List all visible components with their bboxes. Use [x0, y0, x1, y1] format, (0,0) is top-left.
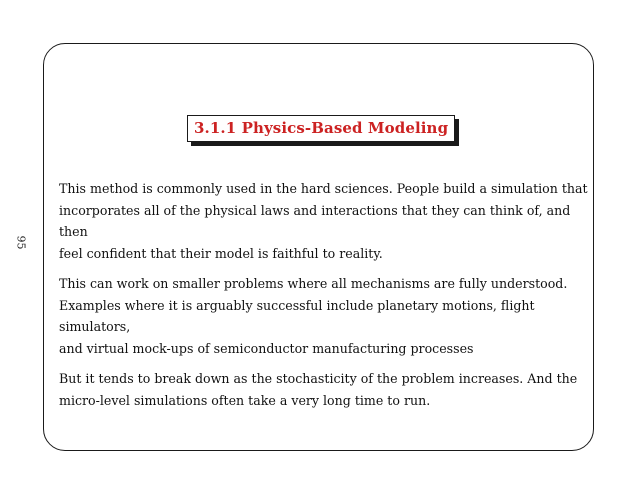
paragraph-2-line-1: This can work on smaller problems where all mechanisms are fully understood. [59, 276, 568, 291]
section-title: 3.1.1 Physics-Based Modeling [194, 119, 449, 137]
page-number: 95 [14, 235, 28, 250]
paragraph-1 [59, 178, 589, 264]
section-title-box [187, 115, 455, 142]
slide-body [59, 178, 589, 420]
section-title-frame [187, 115, 455, 142]
paragraph-3 [59, 368, 589, 411]
paragraph-1-line-2: incorporates all of the physical laws and interactions that they can think of, and then [59, 202, 571, 239]
paragraph-1-line-1: This method is commonly used in the hard sciences. People build a simulation that [59, 181, 588, 196]
paragraph-2-line-2: Examples where it is arguably successful include planetary motions, flight simulators, [59, 297, 535, 334]
paragraph-1-line-3: feel confident that their model is faithful to reality. [59, 245, 383, 261]
paragraph-2 [59, 273, 589, 359]
paragraph-3-line-2: micro-level simulations often take a very long time to run. [59, 392, 431, 408]
paragraph-3-line-1: But it tends to break down as the stochasticity of the problem increases. And the [59, 371, 578, 386]
paragraph-2-line-3: and virtual mock-ups of semiconductor manufacturing processes [59, 340, 474, 356]
